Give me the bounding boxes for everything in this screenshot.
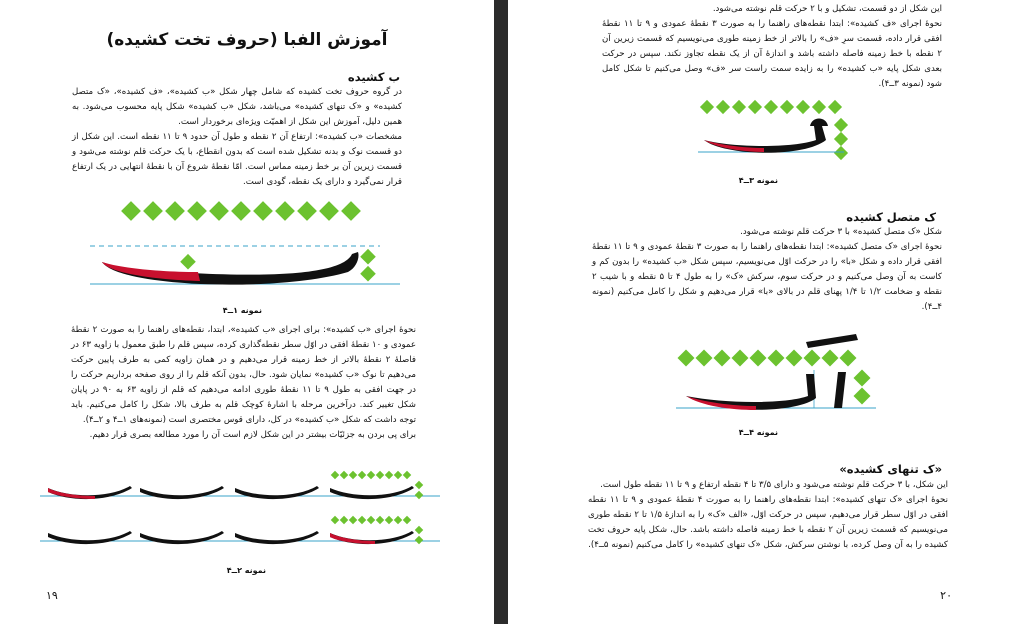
caption-1: نمونه ۱ــ۴ <box>222 306 262 315</box>
page-number-right: ۲۰ <box>940 589 952 602</box>
paragraph-3: نحوهٔ اجرای «ب کشیده»: برای اجرای «ب کشیده»، ابتدا، نقطه‌های راهنما را به صورت ۲ نقطهٔ عمودی و ۱۰ نقطهٔ افقی در اوّل سطر نقطه‌گذاری کرده، سپس قلم را طبق معمول با زاویه ۶۳ در فاصلهٔ ۲ نقطهٔ بالاتر از خط زمینه قرار می‌دهیم و در همان زاویه کمی به طرف پایین حرکت می‌دهیم تا نوک «ب کشیده» نمایان شود. حال، بدون آنکه قلم را از روی صفحه برداریم حرکت را در جهت افقی به طول ۹ تا ۱۱ نقطهٔ طوری ادامه می‌دهیم که قلم از زاویه ۶۳ به ۹۰ در پایان شکل تغییر کند. درآخرین مرحله با اشارهٔ کوچک قلم به طرف بالا، شکل را کامل می‌کنیم. باید توجه داشت که شکل «ب کشیده» در کل، دارای قوس مختصری است (نمونه‌های ۱ــ۴ و ۲ــ۴). <box>71 325 417 425</box>
paragraph-r4: نحوهٔ اجرای «ک متصل کشیده»: ابتدا نقطه‌های راهنما را به صورت ۳ نقطهٔ عمودی و ۹ تا ۱۱ نقطهٔ افقی قرار داده و شکل «با» را در حرکت اوّل می‌نویسیم، سپس شکل «ب کشیده» را بدون کم و کاست به آن وصل می‌کنیم و در حرکت سوم، سرکش «ک» را به طول ۴ تا ۵ نقطه و با شیب ۲ نقطه و ضخامت ۱/۲ تا ۱/۴ پهنای قلم در بالای «با» قرار می‌دهیم و شکل را کامل می‌کنیم (نمونه ۴ــ۴). <box>592 242 942 312</box>
paragraph-4: برای پی بردن به جزئیّات بیشتر در این شکل لازم است آن را مورد مطالعه بصری قرار دهیم. <box>89 430 416 440</box>
intro-paragraph <box>72 85 402 190</box>
page-number-left: ۱۹ <box>46 589 58 602</box>
paragraph-1: در گروه حروف تخت کشیده که شامل چهار شکل «ب کشیده»، «ف کشیده»، «ک متصل کشیده» و «ک تنهای کشیده» می‌باشد، شکل «ب کشیده» شکل پایه محسوب می‌شود. به همین دلیل، آموزش این شکل از اهمیّت ویژه‌ای برخوردار است. <box>72 87 402 127</box>
heading-be-keshideh: ب کشیده <box>347 70 400 84</box>
caption-4: نمونه ۴ــ۴ <box>738 428 778 437</box>
caption-3: نمونه ۳ــ۴ <box>738 176 778 185</box>
method-paragraph <box>71 323 416 443</box>
kaf-keshideh-illustration <box>676 334 876 424</box>
paragraph-r5: این شکل، با ۳ حرکت قلم نوشته می‌شود و دارای ۳/۵ تا ۴ نقطه ارتفاع و ۹ تا ۱۱ نقطه طول است. <box>600 480 948 490</box>
steps-row-2 <box>40 516 440 544</box>
be-steps-illustration <box>40 468 440 558</box>
paragraph-r1: این شکل از دو قسمت، تشکیل و با ۲ حرکت قلم نوشته می‌شود. <box>712 4 942 14</box>
be-keshideh-illustration <box>80 196 410 306</box>
fa-paragraph <box>602 2 942 92</box>
kaf-paragraph <box>592 225 942 315</box>
guide-dots-row <box>121 201 361 221</box>
be-stroke <box>102 252 359 285</box>
book-gutter <box>494 0 508 624</box>
heading-kaf-mottasel: ک متصل کشیده <box>846 210 936 224</box>
kaf-tanha-paragraph <box>588 478 948 553</box>
steps-row-1 <box>40 471 440 499</box>
fa-keshideh-illustration <box>694 96 854 166</box>
left-page <box>0 0 494 624</box>
page-title: آموزش الفبا (حروف تخت کشیده) <box>106 30 388 50</box>
paragraph-r3: شکل «ک متصل کشیده» با ۳ حرکت قلم نوشته می‌شود. <box>740 227 942 237</box>
caption-2: نمونه ۲ــ۴ <box>226 566 266 575</box>
paragraph-r2: نحوهٔ اجرای «ف کشیده»: ابتدا نقطه‌های راهنما را به صورت ۳ نقطهٔ عمودی و ۹ تا ۱۱ نقطهٔ افقی قرار داده، قسمت سرِ «ف» را بالاتر از خط زمینه طوری می‌نویسیم که قسمت زیرین آن ۲ نقطه با خط زمینه فاصله داشته باشد و اندازهٔ آن از یک نقطه تجاوز نکند. سپس در حرکت بعدی شکل پایه «ب کشیده» را به زایده سمت راست سر «ف» وصل می‌کنیم تا شکل کامل شود (نمونه ۳ــ۴). <box>602 19 943 89</box>
paragraph-2: مشخصات «ب کشیده»: ارتفاع آن ۲ نقطه و طول آن حدود ۹ تا ۱۱ نقطه است. این شکل از دو قسمت نوک و بدنه تشکیل شده است که بدون انقطاع، با یک حرکت قلم نوشته می‌شود و قسمت زیرین آن بر خط زمینه مماس است. امّا نقطهٔ شروع آن با نقطهٔ انتهایی در یک ارتفاع قرار نمی‌گیرد و دارای یک نقطه، گودی است. <box>72 132 402 187</box>
right-page <box>508 0 1024 624</box>
paragraph-r6: نحوهٔ اجرای «ک تنهای کشیده»: ابتدا نقطه‌های راهنما را به صورت ۴ نقطهٔ عمودی و ۹ تا ۱۱ نقطه افقی در اوّل سطر قرار می‌دهیم، سپس در حرکت اوّل، «الف «ک» را به اندازهٔ ۱/۵ تا ۲ نقطه طوری می‌نویسیم که قسمت زیرین آن ۲ نقطه با خط زمینه فاصله داشته باشد. حال، شکل پایه حروف تخت کشیده را به آن وصل کرده، با نوشتن سرکش، شکل «ک تنهای کشیده» را کامل می‌کنیم (نمونه ۵ــ۴). <box>588 495 949 550</box>
heading-kaf-tanha: «ک تنهای کشیده» <box>839 462 942 476</box>
